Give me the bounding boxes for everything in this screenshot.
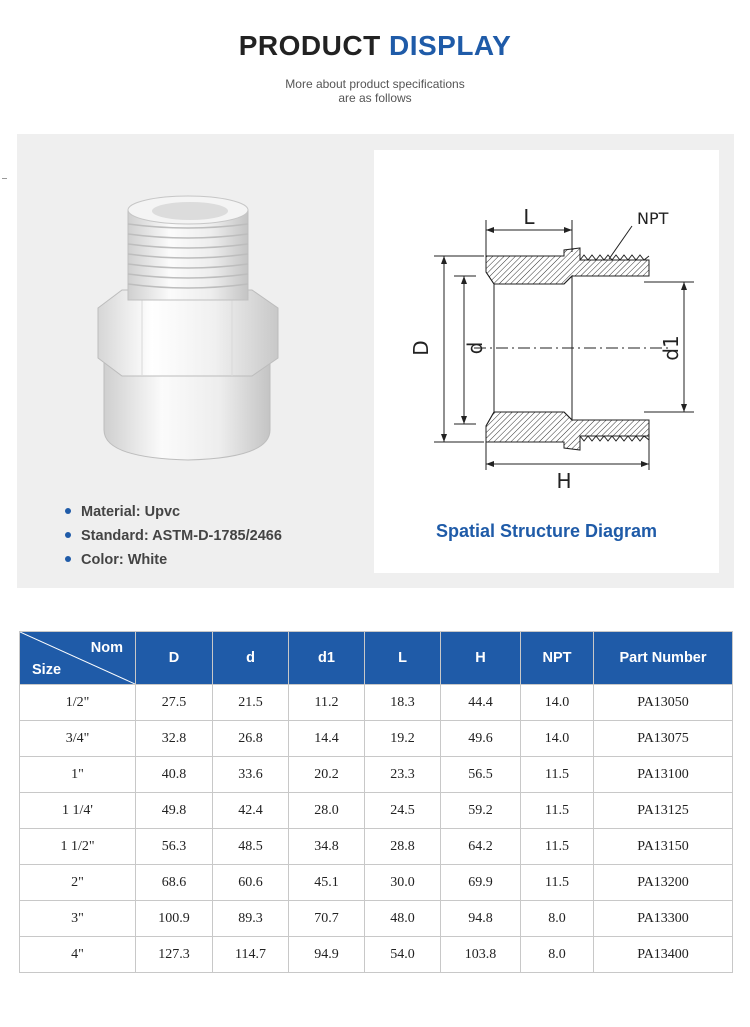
table-row [20,757,733,793]
page-title [0,30,750,62]
table-cell: 44.4 [441,685,521,721]
table-cell: PA13400 [594,937,733,973]
title-accent: DISPLAY [388,30,512,61]
product-photo [92,190,292,465]
col-header-part-number: Part Number [594,632,733,685]
col-header-L: L [365,632,441,685]
table-cell: 69.9 [441,865,521,901]
table-cell: PA13200 [594,865,733,901]
table-cell: 59.2 [441,793,521,829]
table-cell: PA13050 [594,685,733,721]
subtitle-line-1: More about product specifications [285,77,465,91]
label-d1: d1 [659,335,683,361]
table-cell: 48.0 [365,901,441,937]
table-cell: 64.2 [441,829,521,865]
table-cell: 18.3 [365,685,441,721]
table-cell: 42.4 [213,793,289,829]
table-cell: 27.5 [136,685,213,721]
col-header-d1: d1 [289,632,365,685]
table-cell: 45.1 [289,865,365,901]
bullet-icon [65,532,71,538]
table-cell: 28.0 [289,793,365,829]
table-cell: 68.6 [136,865,213,901]
table-cell: 49.6 [441,721,521,757]
size-cell: 1 1/4' [20,793,136,829]
table-cell: 40.8 [136,757,213,793]
corner-header [20,632,136,685]
table-cell: 32.8 [136,721,213,757]
table-cell: PA13150 [594,829,733,865]
table-cell: 100.9 [136,901,213,937]
table-cell: 14.0 [521,685,594,721]
table-cell: 94.9 [289,937,365,973]
table-cell: PA13125 [594,793,733,829]
size-cell: 2" [20,865,136,901]
bullet-icon [65,556,71,562]
table-cell: 33.6 [213,757,289,793]
diagram-caption: Spatial Structure Diagram [435,521,658,541]
col-header-H: H [441,632,521,685]
size-cell: 4" [20,937,136,973]
divider-mark [2,178,7,179]
spec-color: Color: White [65,548,282,572]
label-L: L [523,205,535,229]
table-cell: 103.8 [441,937,521,973]
label-D: D [409,340,433,356]
size-cell: 3" [20,901,136,937]
table-cell: 60.6 [213,865,289,901]
spec-standard: Standard: ASTM-D-1785/2466 [65,524,282,548]
table-cell: 21.5 [213,685,289,721]
size-cell: 1" [20,757,136,793]
table-cell: 30.0 [365,865,441,901]
table-cell: 94.8 [441,901,521,937]
page-subtitle [0,77,750,105]
table-row [20,937,733,973]
table-cell: 14.0 [521,721,594,757]
spec-table [19,631,733,973]
table-row [20,793,733,829]
product-panel [17,134,734,588]
table-cell: 48.5 [213,829,289,865]
structure-diagram [394,202,699,492]
col-header-NPT: NPT [521,632,594,685]
table-header-row [20,632,733,685]
table-cell: PA13075 [594,721,733,757]
table-cell: 19.2 [365,721,441,757]
table-cell: 49.8 [136,793,213,829]
corner-nom: Nom [90,640,123,656]
corner-size: Size [32,662,62,678]
title-dark: PRODUCT [238,30,381,61]
size-cell: 1/2" [20,685,136,721]
table-row [20,865,733,901]
table-row [20,829,733,865]
bullet-icon [65,508,71,514]
table-cell: 114.7 [213,937,289,973]
table-cell: 56.3 [136,829,213,865]
table-cell: 54.0 [365,937,441,973]
table-cell: 56.5 [441,757,521,793]
table-cell: PA13100 [594,757,733,793]
table-cell: 26.8 [213,721,289,757]
table-cell: 24.5 [365,793,441,829]
table-cell: 28.8 [365,829,441,865]
table-body [20,685,733,973]
spec-material: Material: Upvc [65,500,282,524]
table-cell: 70.7 [289,901,365,937]
spec-list [65,500,282,572]
table-cell: 23.3 [365,757,441,793]
table-cell: 20.2 [289,757,365,793]
table-cell: 11.5 [521,793,594,829]
table-row [20,901,733,937]
table-cell: 89.3 [213,901,289,937]
subtitle-line-2: are as follows [338,91,412,105]
table-cell: PA13300 [594,901,733,937]
col-header-D: D [136,632,213,685]
table-row [20,721,733,757]
label-H: H [556,469,572,492]
table-cell: 14.4 [289,721,365,757]
table-cell: 11.5 [521,757,594,793]
col-header-d: d [213,632,289,685]
structure-diagram-box [374,150,719,573]
label-NPT: NPT [637,209,669,228]
table-cell: 8.0 [521,901,594,937]
table-cell: 34.8 [289,829,365,865]
table-cell: 127.3 [136,937,213,973]
table-cell: 11.5 [521,865,594,901]
table-cell: 11.5 [521,829,594,865]
label-d: d [463,341,487,355]
table-cell: 8.0 [521,937,594,973]
size-cell: 1 1/2" [20,829,136,865]
table-cell: 11.2 [289,685,365,721]
table-row [20,685,733,721]
size-cell: 3/4" [20,721,136,757]
